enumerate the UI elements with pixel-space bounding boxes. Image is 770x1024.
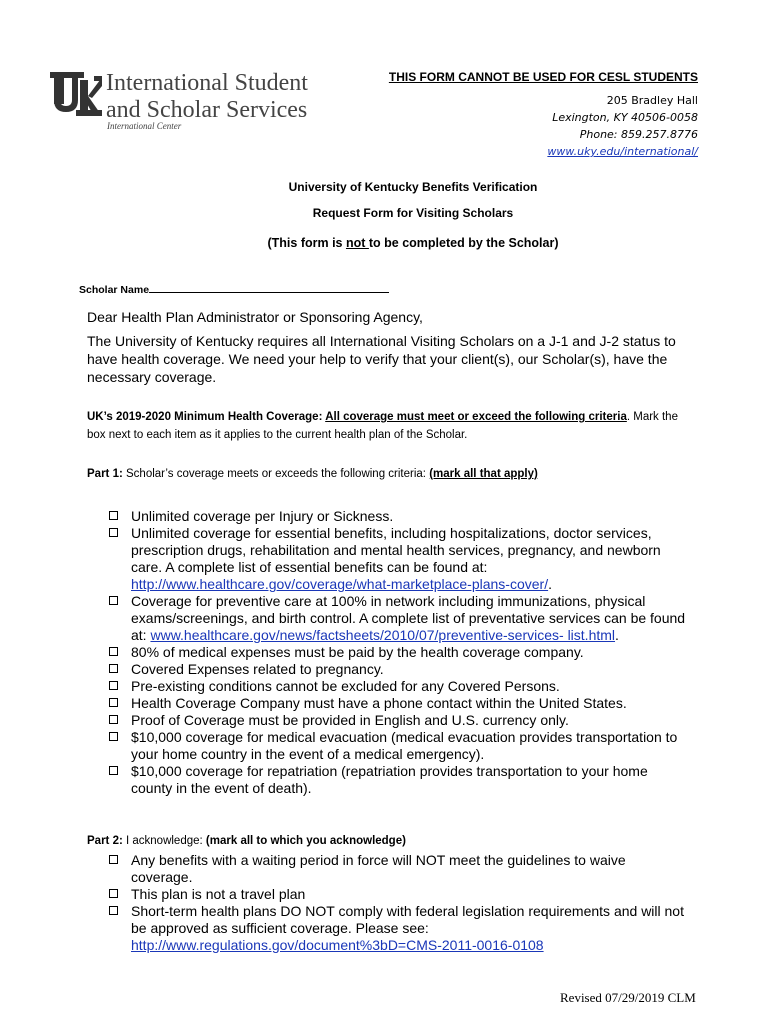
uk-logo [50, 72, 102, 116]
checklist-item-link[interactable]: http://www.healthcare.gov/coverage/what-marketplace-plans-cover/ [131, 576, 549, 592]
part2-label: Part 2: [87, 835, 126, 847]
checklist-item-after: . [615, 627, 619, 643]
checkbox[interactable] [109, 732, 118, 741]
checklist-item [107, 508, 687, 525]
checklist-item-text: Unlimited coverage for essential benefits, including hospitalizations, doctor services, prescription drugs, rehabilitation and mental health services, pregnancy, and newborn care. A complete list of essential benefits can be found at: [131, 525, 661, 575]
revised-date: Revised 07/29/2019 CLM [560, 990, 696, 1005]
checklist-item-text: Proof of Coverage must be provided in English and U.S. currency only. [131, 712, 569, 728]
form-title: University of Kentucky Benefits Verification [288, 180, 538, 194]
part1-checklist [107, 508, 687, 797]
checklist-item-text: Pre-existing conditions cannot be excluded for any Covered Persons. [131, 678, 560, 694]
checklist-item [107, 852, 687, 886]
checkbox[interactable] [109, 596, 118, 605]
letter [87, 308, 687, 392]
checklist-item-text: Any benefits with a waiting period in force will NOT meet the guidelines to waive coverage. [131, 852, 626, 885]
part2-checklist [107, 852, 687, 954]
checkbox[interactable] [109, 889, 118, 898]
scholar-name-label: Scholar Name [79, 284, 150, 296]
checkbox[interactable] [109, 855, 118, 864]
checklist-item [107, 763, 687, 797]
address-block [470, 92, 698, 160]
checklist-item [107, 644, 687, 661]
instruction-post: to be completed by the Scholar) [368, 236, 559, 250]
checkbox[interactable] [109, 698, 118, 707]
checklist-item-text: Short-term health plans DO NOT comply with federal legislation requirements and will not be approved as sufficient coverage. Please see: [131, 903, 684, 936]
checklist-item [107, 729, 687, 763]
letter-greeting: Dear Health Plan Administrator or Sponsoring Agency, [87, 309, 423, 325]
checklist-item-text: This plan is not a travel plan [131, 886, 306, 902]
instruction-not: not [345, 236, 369, 250]
org-subtitle: International Center [107, 121, 182, 131]
part1-label: Part 1: [87, 468, 126, 480]
letter-body: The University of Kentucky requires all International Visiting Scholars on a J-1 and J-2 status to have health coverage. We need your help to verify that your client(s), our Scholar(s), have the necessary coverage. [87, 333, 676, 385]
checklist-item-text: Health Coverage Company must have a phone contact within the United States. [131, 695, 627, 711]
checklist-item-link[interactable]: http://www.regulations.gov/document%3bD=CMS-2011-0016-0108 [131, 937, 544, 953]
part1-heading [87, 468, 538, 480]
form-subtitle: Request Form for Visiting Scholars [312, 206, 514, 220]
checklist-item [107, 661, 687, 678]
phone: Phone: 859.257.8776 [579, 128, 698, 141]
scholar-name-input[interactable] [149, 282, 389, 293]
checklist-item-text: Unlimited coverage per Injury or Sickness. [131, 508, 394, 524]
checkbox[interactable] [109, 511, 118, 520]
part2-heading [87, 835, 406, 847]
checklist-item [107, 678, 687, 695]
checkbox[interactable] [109, 664, 118, 673]
checklist-item-after: . [548, 576, 552, 592]
part1-text: Scholar’s coverage meets or exceeds the following criteria: [126, 468, 430, 480]
part2-instruction: (mark all to which you acknowledge) [205, 835, 406, 847]
checklist-item-text: $10,000 coverage for repatriation (repatriation provides transportation to your home county in the event of death). [131, 763, 648, 796]
checkbox[interactable] [109, 906, 118, 915]
checklist-item-text: $10,000 coverage for medical evacuation (medical evacuation provides transportation to your home country in the event of a medical emergency). [131, 729, 678, 762]
minimum-criteria: All coverage must meet or exceed the following criteria [325, 411, 627, 423]
cesl-notice: THIS FORM CANNOT BE USED FOR CESL STUDENTS [388, 70, 698, 84]
checklist-item-link[interactable]: www.healthcare.gov/news/factsheets/2010/07/preventive-services- list.html [150, 627, 616, 643]
org-name [106, 70, 308, 124]
checklist-item [107, 525, 687, 593]
part1-instruction: (mark all that apply) [429, 468, 538, 480]
checklist-item [107, 593, 687, 644]
address-line2: Lexington, KY 40506-0058 [552, 111, 698, 124]
checkbox[interactable] [109, 715, 118, 724]
org-name-line1: International Student [106, 70, 308, 96]
part2-text: I acknowledge: [126, 835, 206, 847]
checkbox[interactable] [109, 528, 118, 537]
minimum-coverage-note [87, 408, 687, 444]
address-line1: 205 Bradley Hall [606, 94, 698, 107]
checklist-item [107, 695, 687, 712]
website-link[interactable]: www.uky.edu/international/ [547, 145, 698, 158]
checkbox[interactable] [109, 681, 118, 690]
minimum-lead: UK’s 2019-2020 Minimum Health Coverage: [87, 411, 326, 423]
checklist-item [107, 886, 687, 903]
form-instruction [0, 236, 770, 250]
checklist-item-text: 80% of medical expenses must be paid by the health coverage company. [131, 644, 584, 660]
checkbox[interactable] [109, 766, 118, 775]
org-name-line2: and Scholar Services [106, 97, 308, 123]
checklist-item-text: Covered Expenses related to pregnancy. [131, 661, 384, 677]
scholar-name-field [79, 282, 389, 296]
checklist-item-text: Coverage for preventive care at 100% in network including immunizations, physical exams/screenings, and birth control. A complete list of preventative services can be found at: [131, 593, 686, 643]
checklist-item [107, 903, 687, 954]
checklist-item [107, 712, 687, 729]
instruction-pre: (This form is [267, 236, 346, 250]
checkbox[interactable] [109, 647, 118, 656]
minimum-rest: . Mark the box next to each item as it applies to the current health plan of the Scholar. [87, 411, 678, 441]
